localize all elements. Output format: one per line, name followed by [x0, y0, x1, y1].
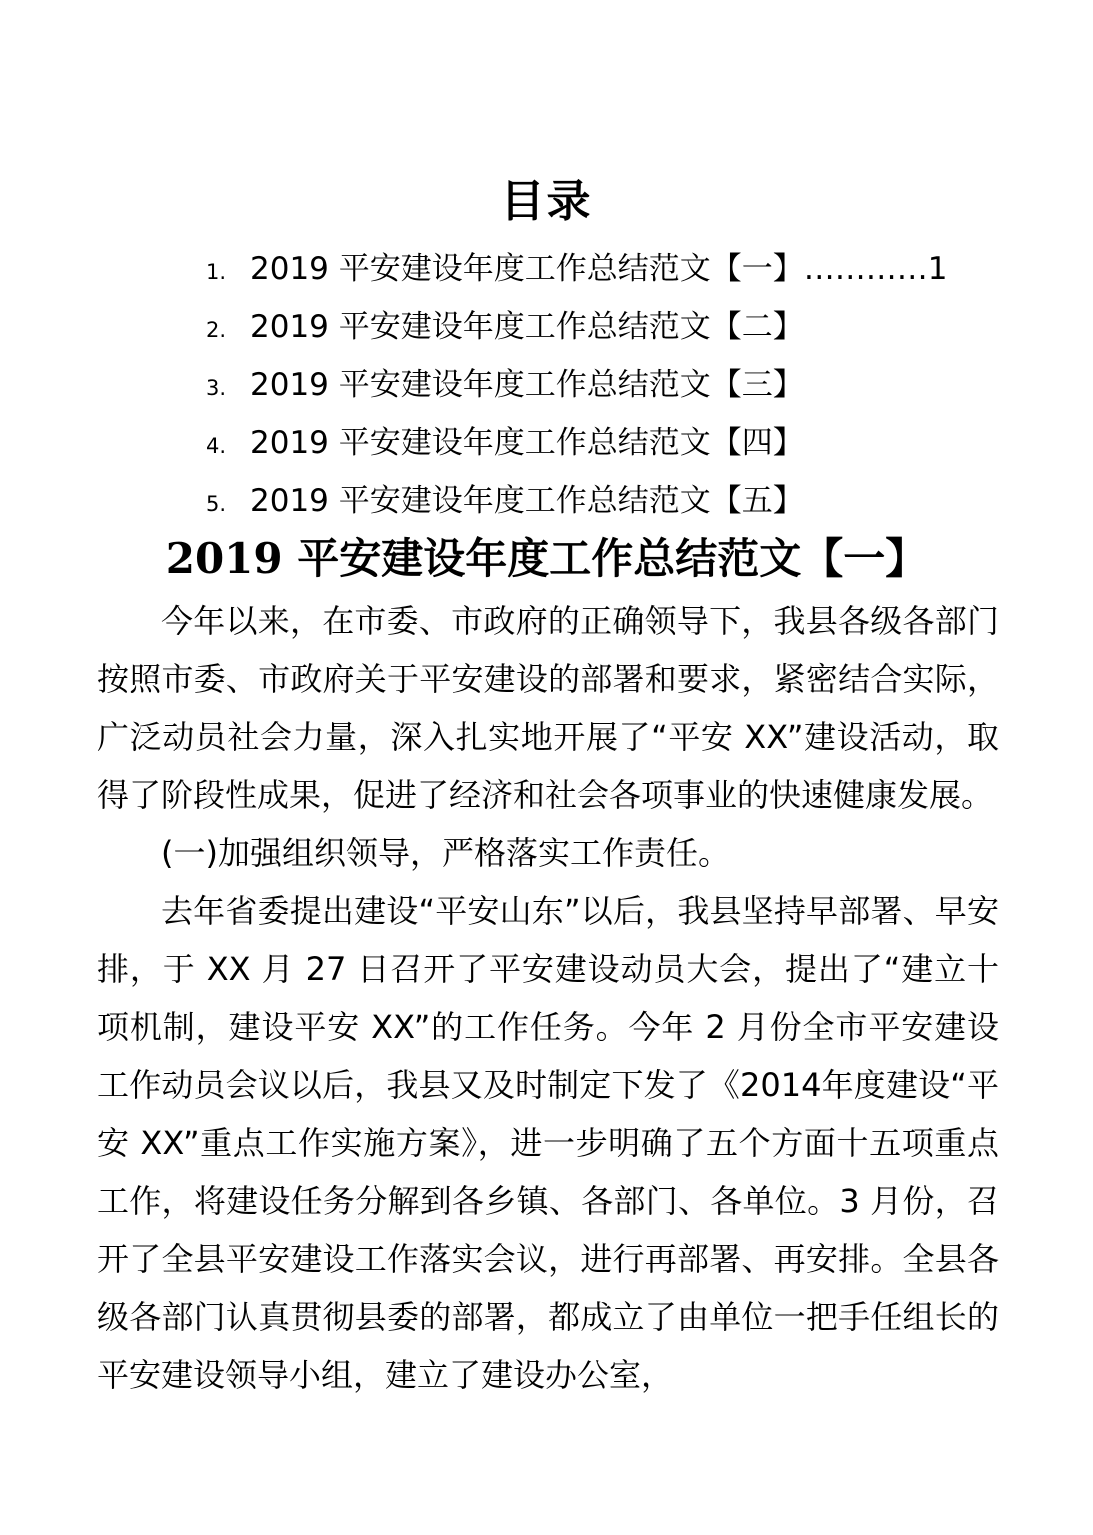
body-paragraph-2: 去年省委提出建设“平安山东”以后，我县坚持早部署、早安排，于 XX 月 27 日召开了平安建设动员大会，提出了“建立十项机制，建设平安 XX”的工作任务。今年 2 月份全市平安建设工作动员会议以后，我县又及时制定下发了《2014年度建设“平安 XX”重点工作实施方案》，进一步明确了五个方面十五项重点工作，将建设任务分解到各乡镇、各部门、各单位。3 月份，召开了全县平安建设工作落实会议，进行再部署、再安排。全县各级各部门认真贯彻县委的部署，都成立了由单位一把手任组长的平安建设领导小组，建立了建设办公室，: [97, 892, 999, 1394]
toc-item-5[interactable]: [206, 472, 1026, 530]
subheading-paragraph: (一)加强组织领导，严格落实工作责任。: [161, 834, 730, 872]
toc-item-text: 2019 平安建设年度工作总结范文【五】: [250, 483, 804, 519]
toc-item-3[interactable]: [206, 356, 1026, 414]
toc-title: 目录: [500, 176, 593, 227]
toc-item-number: 5.: [206, 492, 227, 516]
body-text: [97, 592, 999, 1404]
section-heading-year: 2019: [165, 534, 283, 583]
toc-item-number: 3.: [206, 376, 227, 400]
toc-item-number: 1.: [206, 260, 227, 284]
body-paragraph-1: 今年以来，在市委、市政府的正确领导下，我县各级各部门按照市委、市政府关于平安建设的部署和要求，紧密结合实际，广泛动员社会力量，深入扎实地开展了“平安 XX”建设活动，取得了阶段性成果，促进了经济和社会各项事业的快速健康发展。: [97, 602, 999, 814]
section-heading: [0, 528, 1093, 590]
toc-item-1[interactable]: [206, 240, 1026, 298]
toc-item-number: 4.: [206, 434, 227, 458]
toc-item-text: 2019 平安建设年度工作总结范文【二】: [250, 309, 804, 345]
toc-item-number: 2.: [206, 318, 227, 342]
toc-item-text: 2019 平安建设年度工作总结范文【一】…………1: [250, 251, 948, 287]
table-of-contents: [206, 240, 1026, 530]
section-heading-text: 平安建设年度工作总结范文【一】: [282, 534, 928, 583]
toc-item-text: 2019 平安建设年度工作总结范文【四】: [250, 425, 804, 461]
toc-item-4[interactable]: [206, 414, 1026, 472]
toc-item-text: 2019 平安建设年度工作总结范文【三】: [250, 367, 804, 403]
toc-item-2[interactable]: [206, 298, 1026, 356]
